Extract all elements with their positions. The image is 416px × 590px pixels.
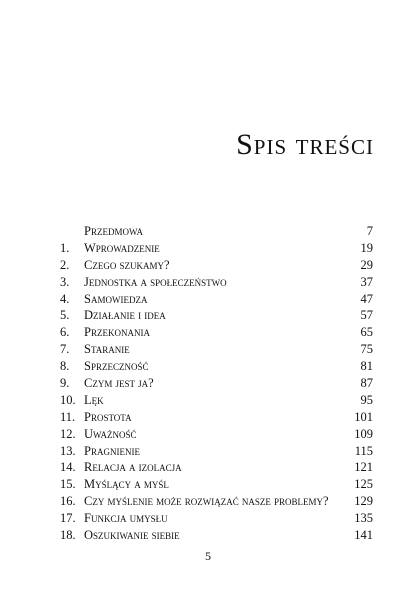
toc-entry <box>60 257 373 274</box>
toc-entry-page: 129 <box>354 494 373 509</box>
toc-entry-title: Prostota <box>84 409 132 424</box>
toc-entry-number: 7. <box>60 342 70 357</box>
toc-entry-title: Funkcja umysłu <box>84 511 168 526</box>
toc-entry-title: Myślący a myśl <box>84 477 169 492</box>
toc-entry-number: 6. <box>60 325 70 340</box>
toc-entry <box>60 527 373 544</box>
toc-entry-number: 3. <box>60 274 70 289</box>
toc-entry <box>60 223 373 240</box>
page-title: Spis treści <box>236 128 374 161</box>
toc-entry-page: 29 <box>360 257 373 272</box>
toc-entry <box>60 358 373 375</box>
toc-entry-title: Sprzeczność <box>84 359 149 374</box>
toc-entry-number: 13. <box>60 443 76 458</box>
toc-entry-title: Wprowadzenie <box>84 240 160 255</box>
toc-entry <box>60 392 373 409</box>
toc-entry <box>60 341 373 358</box>
toc-entry-page: 87 <box>360 376 373 391</box>
toc-entry-page: 121 <box>354 460 373 475</box>
toc-entry-number: 17. <box>60 511 76 526</box>
table-of-contents <box>60 223 373 544</box>
toc-entry-title: Samowiedza <box>84 291 148 306</box>
toc-entry-title: Czy myślenie może rozwiązać nasze problemy? <box>84 494 329 509</box>
toc-entry <box>60 409 373 426</box>
toc-entry <box>60 274 373 291</box>
toc-entry-number: 14. <box>60 460 76 475</box>
toc-entry-page: 19 <box>360 240 373 255</box>
toc-entry-title: Uważność <box>84 426 137 441</box>
toc-entry-title: Pragnienie <box>84 443 140 458</box>
toc-entry-page: 95 <box>360 392 373 407</box>
toc-entry-number: 5. <box>60 308 70 323</box>
toc-entry-title: Relacja a izolacja <box>84 460 182 475</box>
toc-entry <box>60 307 373 324</box>
toc-entry-page: 109 <box>354 426 373 441</box>
toc-entry-title: Czym jest ja? <box>84 376 154 391</box>
toc-entry-title: Jednostka a społeczeństwo <box>84 274 227 289</box>
toc-entry-number: 15. <box>60 477 76 492</box>
toc-entry-title: Przedmowa <box>84 224 143 238</box>
toc-entry <box>60 459 373 476</box>
toc-entry-page: 75 <box>360 342 373 357</box>
toc-entry-title: Czego szukamy? <box>84 257 170 272</box>
toc-entry-title: Działanie i idea <box>84 308 166 323</box>
toc-entry-page: 125 <box>354 477 373 492</box>
toc-entry-page: 57 <box>360 308 373 323</box>
toc-entry-page: 47 <box>360 291 373 306</box>
toc-entry-number: 4. <box>60 291 70 306</box>
toc-entry-number: 2. <box>60 257 70 272</box>
toc-entry-number: 18. <box>60 528 76 543</box>
toc-entry-page: 101 <box>354 409 373 424</box>
toc-entry <box>60 291 373 308</box>
toc-entry-number: 10. <box>60 392 76 407</box>
toc-entry-number: 12. <box>60 426 76 441</box>
toc-entry <box>60 443 373 460</box>
toc-entry-number: 11. <box>60 409 76 424</box>
toc-entry-page: 7 <box>366 224 373 238</box>
toc-entry-number: 9. <box>60 376 70 391</box>
toc-entry <box>60 493 373 510</box>
toc-entry-number: 8. <box>60 359 70 374</box>
toc-entry-page: 37 <box>360 274 373 289</box>
toc-entry-title: Oszukiwanie siebie <box>84 528 180 543</box>
toc-entry-title: Staranie <box>84 342 130 357</box>
toc-entry <box>60 240 373 257</box>
toc-entry-page: 141 <box>354 528 373 543</box>
toc-entry-page: 65 <box>360 325 373 340</box>
toc-entry <box>60 375 373 392</box>
toc-entry-title: Przekonania <box>84 325 150 340</box>
toc-entry-title: Lęk <box>84 392 104 407</box>
toc-entry-page: 81 <box>360 359 373 374</box>
toc-entry-page: 115 <box>354 443 373 458</box>
toc-entry-number: 1. <box>60 240 70 255</box>
toc-entry-page: 135 <box>354 511 373 526</box>
toc-entry <box>60 426 373 443</box>
page-number: 5 <box>205 549 211 563</box>
toc-entry-number: 16. <box>60 494 76 509</box>
toc-entry <box>60 510 373 527</box>
toc-entry <box>60 476 373 493</box>
toc-entry <box>60 324 373 341</box>
